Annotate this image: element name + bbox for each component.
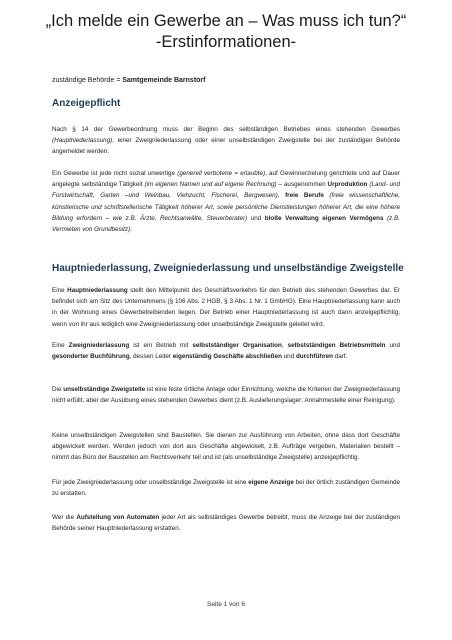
paragraph-gewerbe-definition [52, 168, 400, 235]
text-run: und [385, 342, 400, 349]
text-run: – ausgenommen [276, 181, 328, 189]
text-run: , einer Zweigniederlassung oder einer unselbständigen Zweigstelle bei der zuständigen Behörde angemeldet werden. [52, 137, 400, 156]
text-run: Eine [52, 342, 69, 349]
text-run: und [247, 214, 265, 222]
text-run: . [130, 226, 132, 234]
text-run: Zweigniederlassung [68, 342, 130, 349]
paragraph-zweigniederlassung [52, 340, 400, 362]
text-run: Eine [52, 287, 68, 294]
heading-niederlassung: Hauptniederlassung, Zweigniederlassung und unselbständige Zweigstelle [52, 263, 404, 274]
text-run: Ein Gewerbe ist jede nicht sozial unwertige [52, 170, 178, 177]
page-number: Seite 1 von 6 [207, 601, 245, 608]
text-run: (generell verbotene = erlaubte) [177, 170, 266, 177]
text-run: Keine unselbständigen Zweigstellen sind Baustellen. Sie dienen zur Ausführung von Arbeiten, ohne dass dort Geschäfte abgewickelt werden. Werden jedoch von dort aus Geschäfte abgewickelt, z.B. Aufträge vergeben, Materialien bestellt – nimmt das Büro der Baustellen am Rechtsverkehr teil und ist (als unselbständige Zweigstelle) anzeigepflichtig. [52, 432, 400, 462]
document-title: „Ich melde ein Gewerbe an – Was muss ich tun?“ [45, 12, 407, 30]
text-run: (z.B. Vermieten von Grundbesitz) [52, 214, 401, 234]
authority-label: zuständige Behörde = [52, 77, 123, 84]
paragraph-baustellen [52, 430, 400, 464]
text-run: , [281, 342, 288, 349]
paragraph-hauptniederlassung [52, 285, 400, 330]
heading-anzeigepflicht: Anzeigepflicht [52, 98, 121, 109]
text-run: bloße Verwaltung eigenen Vermögens [264, 214, 384, 222]
text-run: darf. [333, 353, 348, 361]
text-run: ist eine feste örtliche Anlage oder Einrichtung, welche die Kriterien der Zweigniederlassung nicht erfüllt, aber der Ausübung eines stehenden Gewerbes dient (z.B. Auslieferungslager; Annahmestelle einer Reinigung). [52, 386, 400, 405]
text-run: durchführen [295, 353, 334, 361]
text-run: selbstständigen Betriebsmitteln [287, 342, 386, 349]
text-run: und [281, 353, 296, 361]
text-run: selbstständiger Organisation [192, 342, 282, 349]
text-run: Für jede Zweigniederlassung oder unselbständige Zweigstelle ist eine [52, 479, 249, 486]
text-run: ist ein Betrieb mit [129, 342, 193, 349]
paragraph-unselbstaendige-zweigstelle [52, 384, 400, 406]
text-run: Hauptniederlassung [67, 287, 128, 294]
text-run: , auf Gewinnerzielung gerichtete und auf Dauer angelegte selbständige Tätigkeit [52, 170, 401, 189]
text-run: Nach § 14 der Gewerbeordnung muss der Beginn des selbständigen Betriebes eines stehenden Gewerbes [52, 126, 400, 133]
text-run: jeder Art als selbständiges Gewerbe betreibt, muss die Anzeige bei der zuständigen Behörde seiner Hauptniederlassung erstatten. [52, 514, 400, 533]
text-run: unselbständige Zweigstelle [63, 386, 146, 393]
authority-name: Samtgemeinde Barnstorf [122, 77, 206, 84]
text-run: Die [52, 386, 64, 393]
paragraph-anzeigepflicht-1 [52, 124, 400, 158]
text-run: stellt den Mittelpunkt des Geschäftsverkehrs für den Betrieb des stehenden Gewerbes dar. Er befindet sich am Sitz des Unternehmens (§ 106 Abs. 2 HGB, § 3 Abs. 1 Nr. 1 GmbHG). Eine Hauptniederlassung kann auch in der Wohnung eines Gewerbetreibenden liegen. Der Betrieb einer Hauptniederlassung ist auch dann anzeigepflichtig, wenn von ihr aus lediglich eine Zweigniederlassung oder unselbständige Zweigstelle geleitet wird. [52, 287, 400, 328]
text-run: gesonderter Buchführung [52, 353, 130, 361]
text-run: (im eigenen Namen und auf eigene Rechnung) [144, 181, 277, 189]
authority-line [52, 77, 206, 84]
text-run: (Hauptniederlassung) [52, 137, 113, 145]
text-run: , [277, 192, 286, 200]
text-run: Wer die [52, 514, 77, 521]
text-run: , dessen Leiter [129, 353, 173, 361]
text-run: (freie wissenschaftliche, künstlerische und schriftstellerische Tätigkeit höherer Art, sowie persönliche Dienstleistungen höherer Art, die eine höhere Bildung erfordern – wie z.B. Ärzte, Rechtsanwälte, Steuerberater) [52, 192, 400, 222]
document-subtitle: -Erstinformationen- [155, 33, 297, 51]
paragraph-eigene-anzeige [52, 477, 400, 499]
paragraph-automaten [52, 512, 400, 534]
text-run: (Land- und Forstwirtschaft, Garten –und Weinbau, Viehzucht, Fischerei, Bergwesen) [52, 181, 401, 200]
text-run: eigenständig Geschäfte abschließen [172, 353, 282, 361]
text-run: Urproduktion [327, 181, 368, 189]
text-run: bei der örtlich zuständigen Gemeinde zu erstatten. [52, 479, 401, 498]
text-run: Aufstellung von Automaten [76, 514, 160, 521]
text-run: eigene Anzeige [248, 479, 294, 486]
text-run: freie Berufe [285, 192, 324, 200]
